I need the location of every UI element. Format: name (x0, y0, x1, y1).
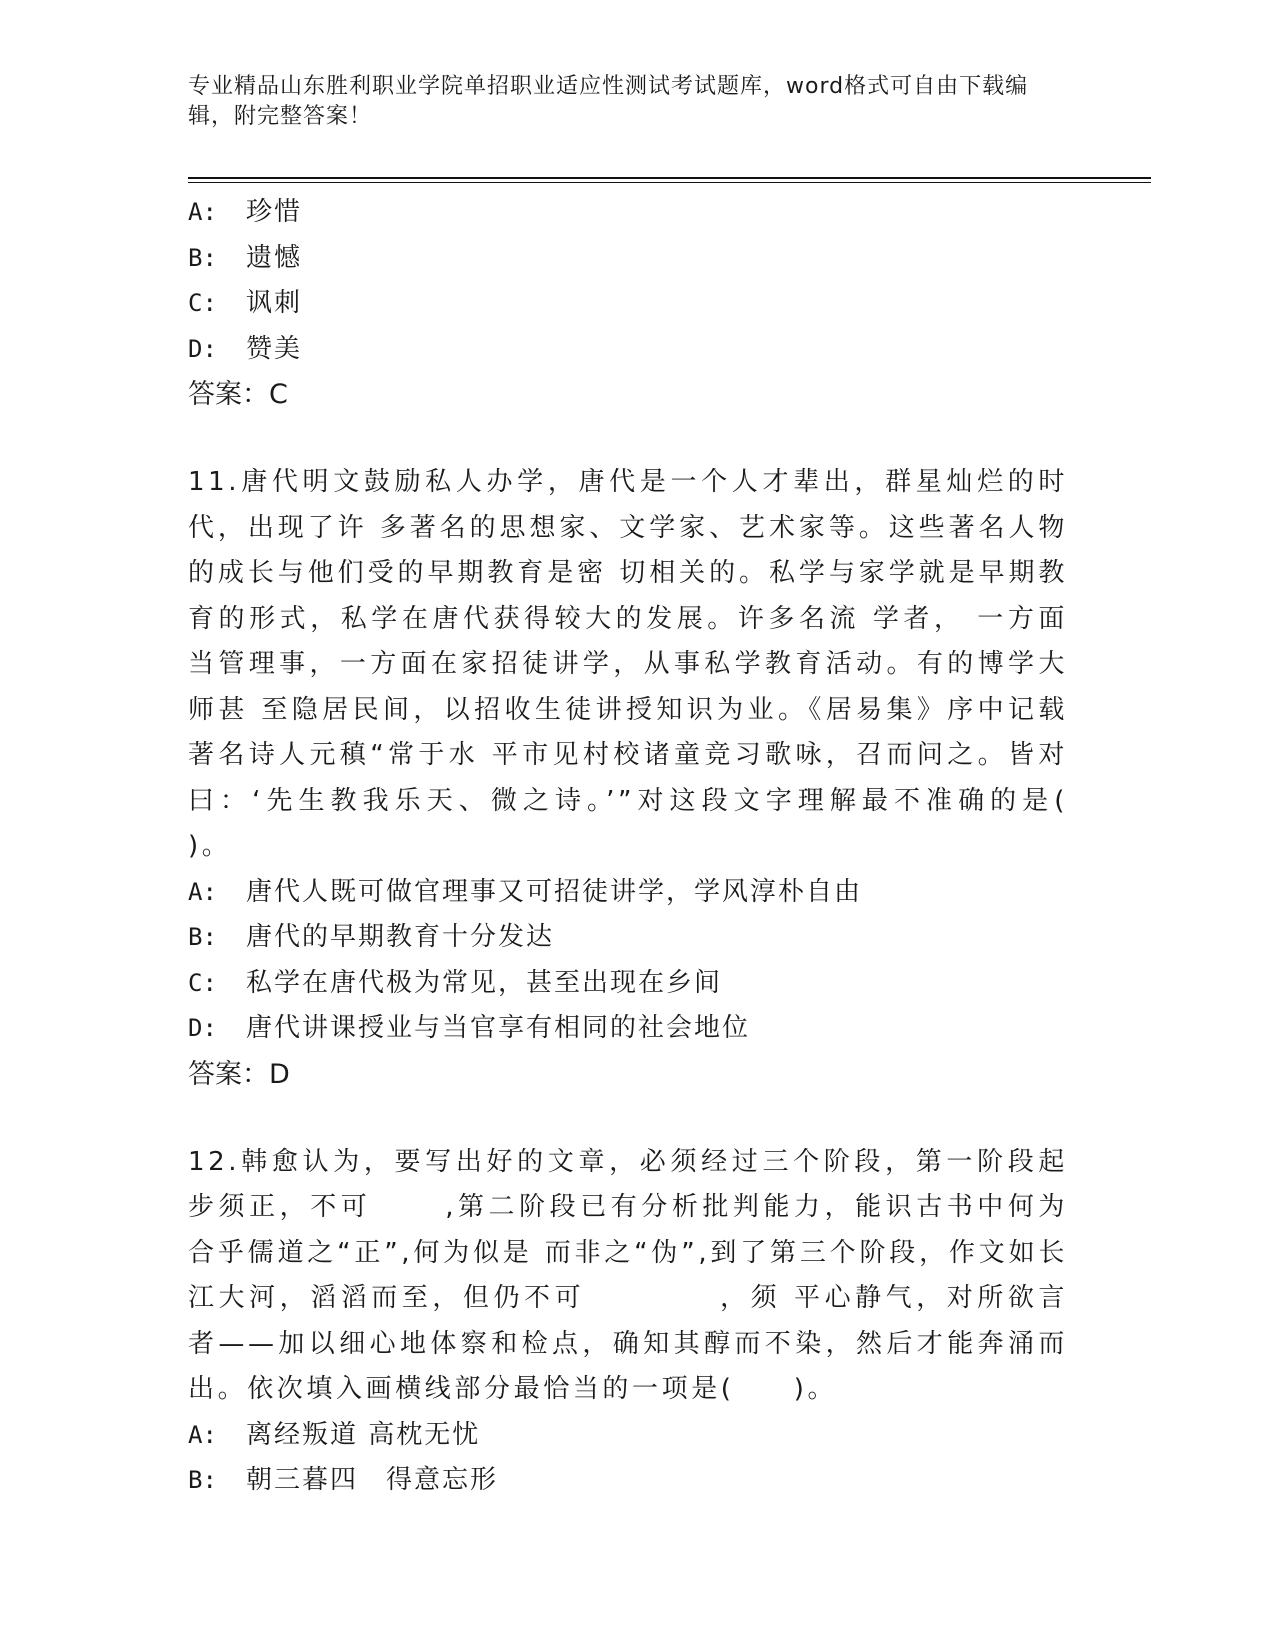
header-divider-thick (188, 177, 1151, 179)
page-header: 专业精品山东胜利职业学院单招职业适应性测试考试题库，word格式可自由下载编辑，附完整答案！ (188, 74, 1029, 129)
option-c (188, 961, 1088, 1007)
answer-line: 答案：C (188, 379, 288, 410)
option-letter: D: (188, 1014, 217, 1042)
option-text: 朝三暮四 得意忘形 (246, 1465, 499, 1495)
question-10-options (188, 190, 1088, 372)
answer-line: 答案：D (188, 1058, 290, 1090)
option-letter: A: (188, 877, 217, 906)
option-text: 赞美 (246, 333, 303, 364)
option-text: 私学在唐代极为常见，甚至出现在乡间 (246, 967, 723, 998)
option-letter: D: (188, 334, 217, 363)
option-letter: C: (188, 289, 217, 317)
option-b (188, 1458, 1088, 1504)
question-content (188, 190, 1128, 1504)
option-letter: A: (188, 198, 217, 226)
option-c (188, 281, 1088, 327)
option-letter: B: (188, 243, 217, 272)
option-text: 唐代的早期教育十分发达 (246, 922, 555, 952)
option-text: 唐代人既可做官理事又可招徒讲学，学风淳朴自由 (246, 876, 863, 907)
question-12-options (188, 1413, 1088, 1504)
question-11-options (188, 870, 1088, 1052)
option-text: 离经叛道 高枕无忧 (246, 1419, 481, 1450)
option-a (188, 870, 1088, 916)
header-divider-thin (188, 182, 1151, 183)
option-letter: A: (188, 1420, 217, 1449)
option-d (188, 327, 1088, 373)
option-text: 珍惜 (246, 197, 303, 227)
option-b (188, 915, 1088, 961)
option-b (188, 236, 1088, 282)
option-letter: B: (188, 923, 217, 951)
option-text: 遗憾 (246, 242, 303, 273)
question-12-text: 12.韩愈认为，要写出好的文章，必须经过三个阶段，第一阶段起步须正，不可 ,第二阶段已有分析批判能力，能识古书中何为合乎儒道之“正”,何为似是 而非之“伪”,到了第三个阶段，作文如长江大河，滔滔而至，但仍不可 ，须 平心静气，对所欲言者——加以细心地体察和检点，确知其醇而不染，然后才能奔涌而出。依次填入画横线部分最恰当的一项是( )。 (188, 1146, 1068, 1404)
option-a (188, 1413, 1088, 1459)
option-text: 唐代讲课授业与当官享有相同的社会地位 (246, 1013, 751, 1043)
question-11-text: 11.唐代明文鼓励私人办学，唐代是一个人才辈出，群星灿烂的时代，出现了许 多著名的思想家、文学家、艺术家等。这些著名人物的成长与他们受的早期教育是密 切相关的。私学与家学就是早期教育的形式，私学在唐代获得较大的发展。许多名流 学者， 一方面当管理事，一方面在家招徒讲学，从事私学教育活动。有的博学大师甚 至隐居民间，以招收生徒讲授知识为业。《居易集》序中记载著名诗人元稹“常于水 平市见村校诸童竞习歌咏，召而问之。皆对曰：‘先生教我乐天、微之诗。’”对这段文字理解最不准确的是( )。 (188, 467, 1128, 861)
option-d (188, 1006, 1088, 1052)
option-text: 讽刺 (246, 288, 303, 318)
option-letter: C: (188, 968, 217, 997)
option-letter: B: (188, 1466, 217, 1494)
option-a (188, 190, 1088, 236)
